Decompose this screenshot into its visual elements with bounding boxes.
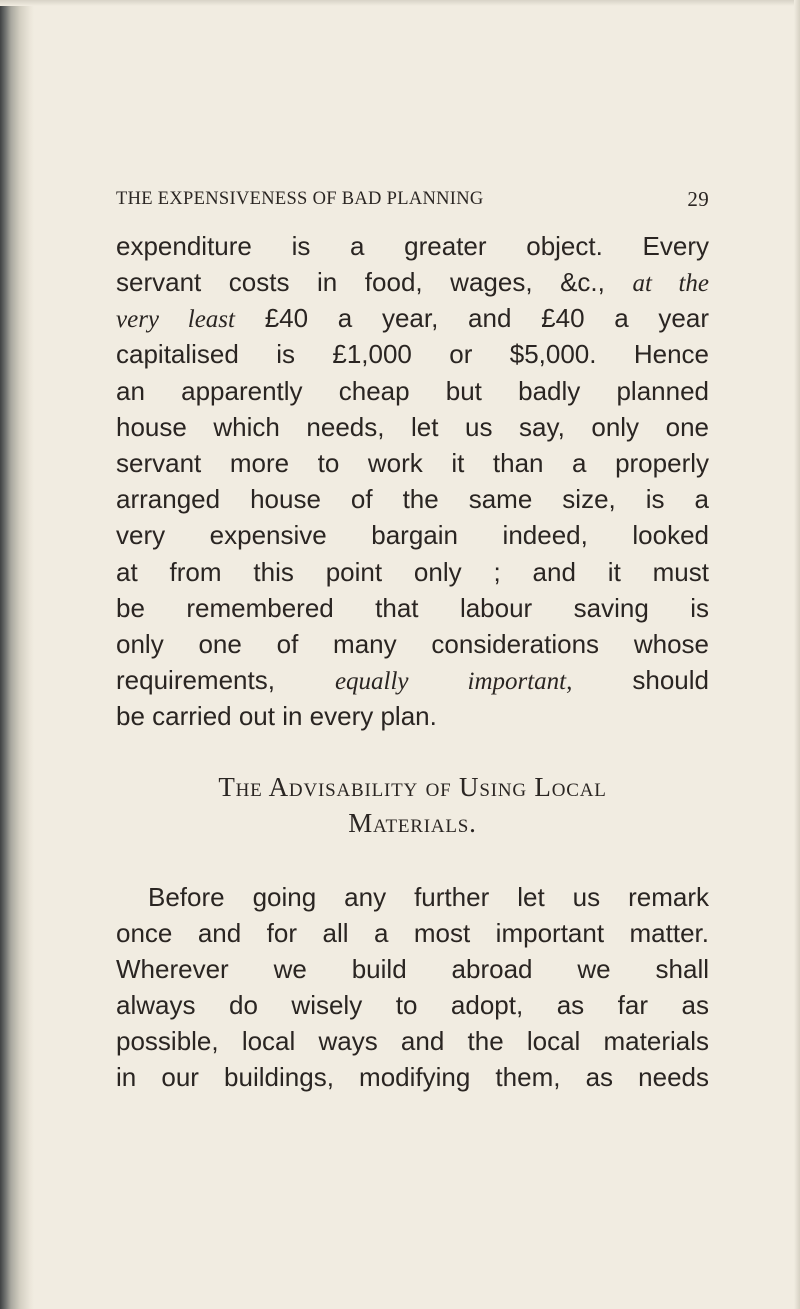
section-heading-line-1: The Advisability of Using Local <box>218 772 607 802</box>
paragraph-2-line-5: possible, local ways and the local materials <box>116 1026 709 1056</box>
italic-text-run: equally important, <box>334 668 573 695</box>
paragraph-1-line-4: capitalised is £1,000 or $5,000. Hence <box>116 339 709 369</box>
paragraph-2-line-1: Before going any further let us remark <box>148 882 709 912</box>
paragraph-2-line-3: Wherever we build abroad we shall <box>116 954 709 984</box>
text-run: requirements, <box>116 665 275 695</box>
paragraph-1-line-9: very expensive bargain indeed, looked <box>116 520 709 550</box>
paragraph-2-line-4: always do wisely to adopt, as far as <box>116 990 709 1020</box>
paragraph-1-line-2 <box>116 264 709 300</box>
paragraph-1-line-6: house which needs, let us say, only one <box>116 412 709 442</box>
paragraph-1-line-8: arranged house of the same size, is a <box>116 484 709 514</box>
paragraph-1-line-7: servant more to work it than a properly <box>116 448 709 478</box>
book-gutter-shadow <box>0 0 34 1309</box>
paragraph-1-line-3 <box>116 300 709 336</box>
italic-text-run: very least <box>116 306 235 333</box>
paragraph-1-line-14: be carried out in every plan. <box>116 701 437 731</box>
paragraph-1-line-12: only one of many considerations whose <box>116 629 709 659</box>
paragraph-2-line-2: once and for all a most important matter. <box>116 918 709 948</box>
paragraph-1-line-10: at from this point only ; and it must <box>116 557 709 587</box>
page-right-edge <box>794 0 800 1309</box>
text-run: should <box>632 665 709 695</box>
page-number: 29 <box>687 187 709 211</box>
text-run: servant costs in food, wages, &c., <box>116 267 605 297</box>
running-head-title: THE EXPENSIVENESS OF BAD PLANNING <box>116 189 484 209</box>
paragraph-1-line-5: an apparently cheap but badly planned <box>116 376 709 406</box>
paragraph-1-line-1: expenditure is a greater object. Every <box>116 231 709 261</box>
italic-text-run: at the <box>632 270 709 297</box>
paragraph-1-line-13 <box>116 662 709 698</box>
text-run: £40 a year, and £40 a year <box>264 303 709 333</box>
section-heading-line-2: Materials. <box>348 808 477 838</box>
paragraph-2-line-6: in our buildings, modifying them, as needs <box>116 1062 709 1092</box>
page-top-shadow <box>0 0 800 6</box>
paragraph-1-line-11: be remembered that labour saving is <box>116 593 709 623</box>
